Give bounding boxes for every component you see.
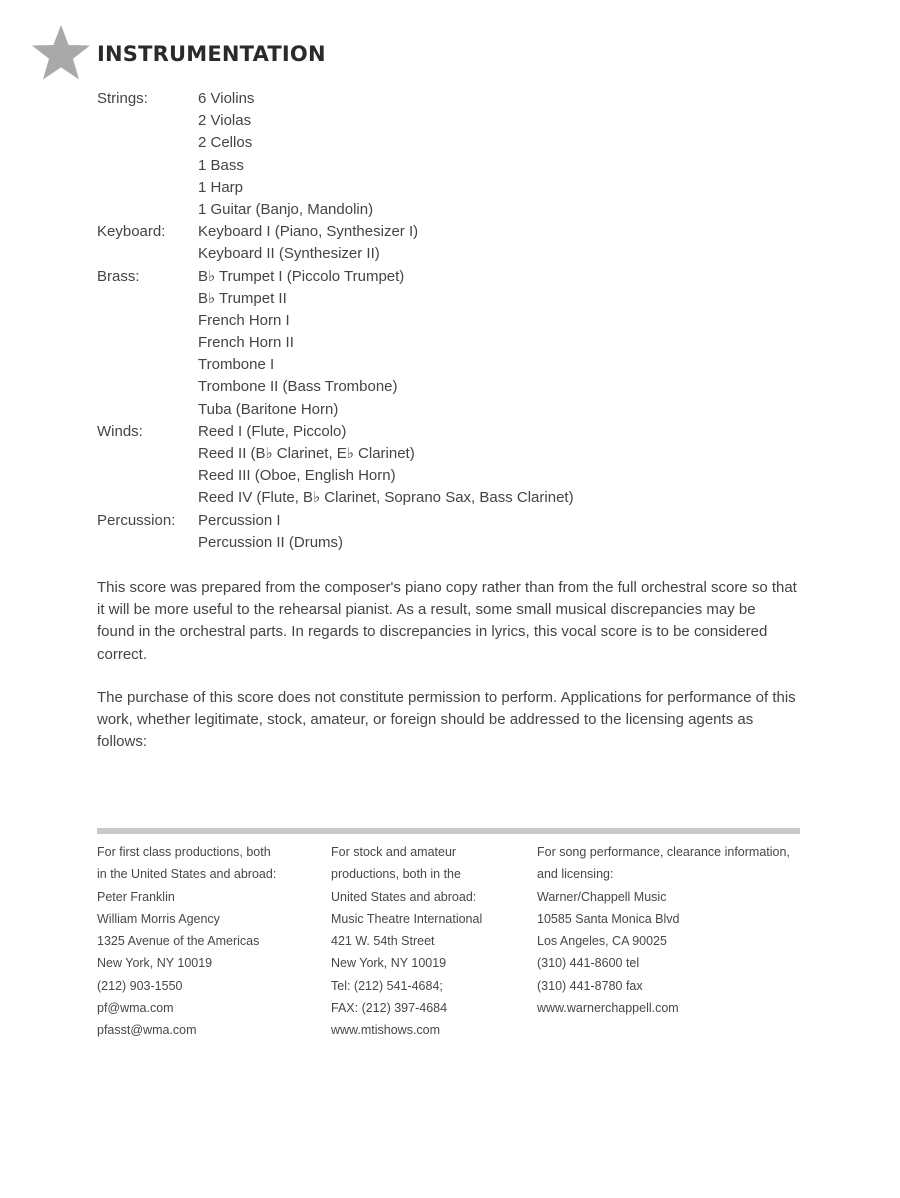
contact-line: Peter Franklin [97, 889, 175, 904]
contact-song-performance [537, 841, 790, 1019]
divider [97, 828, 800, 834]
contact-line: New York, NY 10019 [97, 956, 213, 971]
instrument-category: Brass: [97, 267, 140, 285]
instrument-item: Percussion II (Drums) [198, 533, 344, 551]
contact-line: William Morris Agency [97, 911, 220, 926]
contact-line: United States and abroad: [331, 889, 477, 904]
contact-line: (212) 903-1550 [97, 978, 183, 993]
contact-line: 10585 Santa Monica Blvd [537, 911, 680, 926]
contact-line: Los Angeles, CA 90025 [537, 934, 667, 949]
contact-line: and licensing: [537, 867, 614, 882]
contact-line: For song performance, clearance information, [537, 845, 790, 859]
instrument-item: 1 Bass [198, 156, 244, 174]
contact-line: (310) 441-8600 tel [537, 956, 640, 971]
instrument-item: French Horn II [198, 334, 294, 352]
contact-first-class [97, 841, 276, 1042]
instrument-item: Tuba (Baritone Horn) [198, 400, 339, 418]
instrument-item: Trombone II (Bass Trombone) [198, 378, 398, 396]
contact-line: (310) 441-8780 fax [537, 978, 643, 993]
instrument-item: 2 Cellos [198, 134, 253, 152]
contact-line: For first class productions, both [97, 845, 271, 859]
contact-line: pf@wma.com [97, 1001, 174, 1016]
instrument-item: B♭ Trumpet II [198, 289, 287, 307]
star-icon [30, 24, 92, 84]
page-title: INSTRUMENTATION [97, 42, 326, 66]
instrument-category: Keyboard: [97, 223, 166, 241]
contact-line: Warner/Chappell Music [537, 889, 667, 904]
contact-line: www.mtishows.com [331, 1023, 441, 1038]
instrument-item: Reed I (Flute, Piccolo) [198, 422, 347, 440]
instrument-item: B♭ Trumpet I (Piccolo Trumpet) [198, 267, 405, 285]
instrument-item: 2 Violas [198, 112, 252, 130]
contact-line: FAX: (212) 397-4684 [331, 1001, 448, 1016]
instrument-item: French Horn I [198, 311, 290, 329]
contact-line: Music Theatre International [331, 911, 483, 926]
contact-line: www.warnerchappell.com [537, 1001, 679, 1016]
instrument-category: Strings: [97, 90, 148, 107]
permission-paragraph: The purchase of this score does not constitute permission to perform. Applications for performance of this work, whether legitimate, stock, amateur, or foreign should be addressed to the licensing agents as follows: [97, 689, 796, 751]
contact-line: productions, both in the [331, 867, 461, 882]
score-note-paragraph: This score was prepared from the composer's piano copy rather than from the full orchestral score so that it will be more useful to the rehearsal pianist. As a result, some small musical discrepancies may be found in the orchestral parts. In regards to discrepancies in lyrics, this vocal score is to be considered correct. [97, 579, 797, 663]
contact-line: pfasst@wma.com [97, 1023, 197, 1038]
contact-line: For stock and amateur [331, 845, 457, 859]
contact-stock-amateur [331, 841, 482, 1042]
instrument-item: Percussion I [198, 511, 281, 529]
contact-line: 421 W. 54th Street [331, 934, 435, 949]
contact-line: 1325 Avenue of the Americas [97, 934, 260, 949]
instrument-category: Percussion: [97, 511, 176, 529]
contact-line: New York, NY 10019 [331, 956, 447, 971]
instrument-item: Reed III (Oboe, English Horn) [198, 467, 396, 485]
instrument-item: Reed IV (Flute, B♭ Clarinet, Soprano Sax, Bass Clarinet) [198, 489, 574, 507]
instrument-item: 1 Guitar (Banjo, Mandolin) [198, 200, 374, 218]
instrument-item: 1 Harp [198, 178, 244, 196]
instrument-category: Winds: [97, 422, 143, 440]
contact-line: Tel: (212) 541-4684; [331, 978, 443, 993]
instrument-item: Trombone I [198, 356, 275, 374]
instrument-item: Reed II (B♭ Clarinet, E♭ Clarinet) [198, 445, 415, 462]
contact-line: in the United States and abroad: [97, 867, 277, 882]
instrument-item: Keyboard I (Piano, Synthesizer I) [198, 223, 419, 241]
instrument-item: Keyboard II (Synthesizer II) [198, 245, 380, 263]
instrument-item: 6 Violins [198, 90, 255, 107]
